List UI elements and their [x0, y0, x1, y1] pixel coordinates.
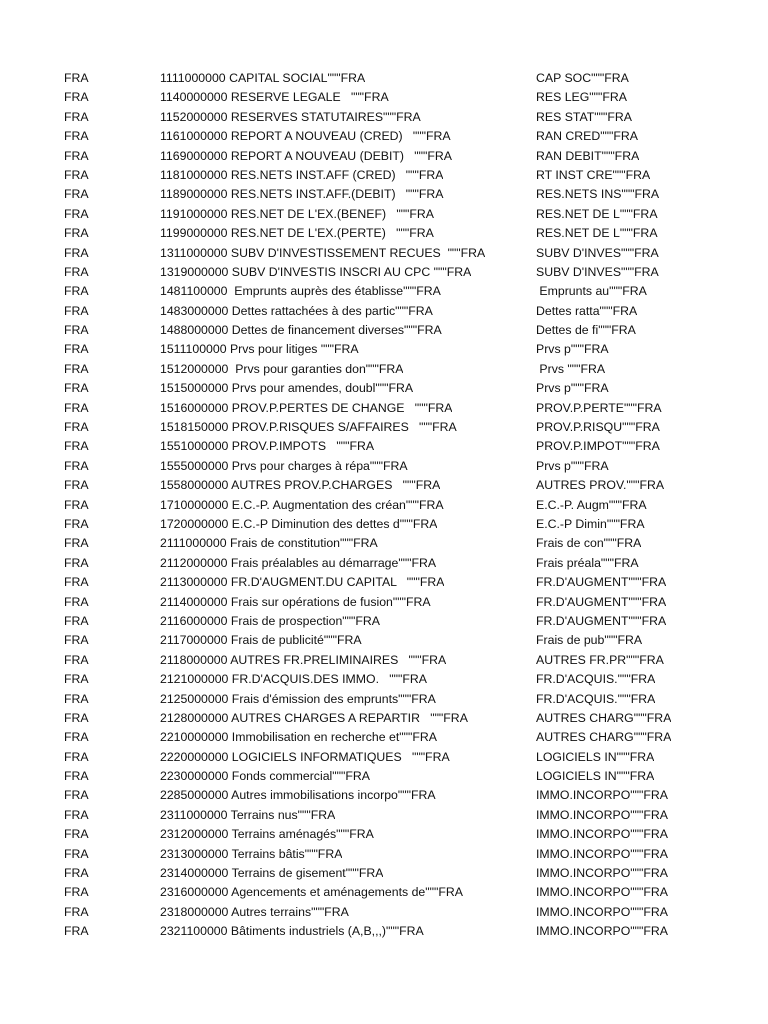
- row-short-label-cell: PROV.P.PERTE"""FRA: [536, 400, 662, 415]
- table-row: [0, 554, 768, 573]
- row-code-cell: FRA: [64, 167, 89, 182]
- row-short-label-cell: Prvs p"""FRA: [536, 381, 609, 396]
- table-row: [0, 864, 768, 883]
- row-code-cell: FRA: [64, 691, 89, 706]
- row-short-label-cell: SUBV D'INVES"""FRA: [536, 264, 659, 279]
- table-row: [0, 321, 768, 340]
- table-row: [0, 593, 768, 612]
- row-short-label-cell: LOGICIELS IN"""FRA: [536, 769, 655, 784]
- table-row: [0, 670, 768, 689]
- row-code-cell: FRA: [64, 439, 89, 454]
- row-code-cell: FRA: [64, 749, 89, 764]
- row-short-label-cell: Prvs p"""FRA: [536, 458, 609, 473]
- row-short-label-cell: IMMO.INCORPO"""FRA: [536, 788, 668, 803]
- table-row: [0, 147, 768, 166]
- row-code-cell: FRA: [64, 807, 89, 822]
- row-short-label-cell: IMMO.INCORPO"""FRA: [536, 827, 668, 842]
- row-code-cell: FRA: [64, 90, 89, 105]
- table-row: [0, 437, 768, 456]
- row-code-cell: FRA: [64, 924, 89, 939]
- row-label-cell: 1189000000 RES.NETS INST.AFF.(DEBIT) """FRA: [160, 187, 444, 202]
- table-row: [0, 728, 768, 747]
- table-row: [0, 922, 768, 941]
- row-label-cell: 2128000000 AUTRES CHARGES A REPARTIR """FRA: [160, 710, 468, 725]
- table-row: [0, 263, 768, 282]
- row-label-cell: 2118000000 AUTRES FR.PRELIMINAIRES """FRA: [160, 652, 447, 667]
- row-code-cell: FRA: [64, 284, 89, 299]
- table-row: [0, 282, 768, 301]
- row-label-cell: 1181000000 RES.NETS INST.AFF (CRED) """FRA: [160, 167, 444, 182]
- row-short-label-cell: IMMO.INCORPO"""FRA: [536, 846, 668, 861]
- table-row: [0, 806, 768, 825]
- table-row: [0, 786, 768, 805]
- table-row: [0, 379, 768, 398]
- row-short-label-cell: IMMO.INCORPO"""FRA: [536, 807, 668, 822]
- row-code-cell: FRA: [64, 633, 89, 648]
- table-row: [0, 418, 768, 437]
- table-row: [0, 88, 768, 107]
- row-short-label-cell: CAP SOC"""FRA: [536, 71, 629, 85]
- row-short-label-cell: PROV.P.IMPOT"""FRA: [536, 439, 660, 454]
- table-row: [0, 825, 768, 844]
- table-row: [0, 573, 768, 592]
- row-label-cell: 2112000000 Frais préalables au démarrage"""FRA: [160, 555, 437, 570]
- row-code-cell: FRA: [64, 827, 89, 842]
- row-code-cell: FRA: [64, 420, 89, 435]
- table-row: [0, 709, 768, 728]
- row-short-label-cell: Prvs p"""FRA: [536, 342, 609, 357]
- row-label-cell: 1481100000 Emprunts auprès des établisse"""FRA: [160, 284, 441, 299]
- row-label-cell: 1191000000 RES.NET DE L'EX.(BENEF) """FRA: [160, 206, 435, 221]
- row-code-cell: FRA: [64, 206, 89, 221]
- row-short-label-cell: AUTRES PROV."""FRA: [536, 478, 665, 493]
- table-row: [0, 457, 768, 476]
- row-code-cell: FRA: [64, 400, 89, 415]
- table-row: [0, 302, 768, 321]
- row-label-cell: 2311000000 Terrains nus"""FRA: [160, 807, 336, 822]
- row-code-cell: FRA: [64, 148, 89, 163]
- row-code-cell: FRA: [64, 478, 89, 493]
- row-short-label-cell: FR.D'AUGMENT"""FRA: [536, 613, 667, 628]
- row-short-label-cell: FR.D'AUGMENT"""FRA: [536, 575, 667, 590]
- row-label-cell: 2114000000 Frais sur opérations de fusion"""FRA: [160, 594, 431, 609]
- row-code-cell: FRA: [64, 187, 89, 202]
- table-row: [0, 224, 768, 243]
- row-short-label-cell: Frais de con"""FRA: [536, 536, 642, 551]
- row-label-cell: 1199000000 RES.NET DE L'EX.(PERTE) """FRA: [160, 226, 434, 241]
- table-row: [0, 108, 768, 127]
- row-label-cell: 1710000000 E.C.-P. Augmentation des créan"""FRA: [160, 497, 444, 512]
- row-short-label-cell: AUTRES FR.PR"""FRA: [536, 652, 664, 667]
- row-short-label-cell: Dettes de fi"""FRA: [536, 323, 636, 338]
- row-label-cell: 1516000000 PROV.P.PERTES DE CHANGE """FRA: [160, 400, 453, 415]
- row-code-cell: FRA: [64, 672, 89, 687]
- row-code-cell: FRA: [64, 866, 89, 881]
- row-short-label-cell: AUTRES CHARG"""FRA: [536, 710, 672, 725]
- row-label-cell: 2125000000 Frais d'émission des emprunts"""FRA: [160, 691, 436, 706]
- row-code-cell: FRA: [64, 769, 89, 784]
- row-label-cell: 1551000000 PROV.P.IMPOTS """FRA: [160, 439, 375, 454]
- row-code-cell: FRA: [64, 652, 89, 667]
- row-label-cell: 1515000000 Prvs pour amendes, doubl"""FRA: [160, 381, 414, 396]
- row-code-cell: FRA: [64, 226, 89, 241]
- row-short-label-cell: LOGICIELS IN"""FRA: [536, 749, 655, 764]
- row-short-label-cell: IMMO.INCORPO"""FRA: [536, 924, 668, 939]
- row-code-cell: FRA: [64, 555, 89, 570]
- row-label-cell: 2121000000 FR.D'ACQUIS.DES IMMO. """FRA: [160, 672, 427, 687]
- table-row: [0, 399, 768, 418]
- table-row: [0, 127, 768, 146]
- row-short-label-cell: FR.D'ACQUIS."""FRA: [536, 691, 656, 706]
- row-code-cell: FRA: [64, 575, 89, 590]
- row-short-label-cell: RAN CRED"""FRA: [536, 129, 638, 144]
- table-row: [0, 185, 768, 204]
- row-code-cell: FRA: [64, 342, 89, 357]
- row-short-label-cell: E.C.-P Dimin"""FRA: [536, 516, 645, 531]
- table-row: [0, 244, 768, 263]
- row-short-label-cell: Frais préala"""FRA: [536, 555, 639, 570]
- row-short-label-cell: RES STAT"""FRA: [536, 109, 632, 124]
- row-label-cell: 1311000000 SUBV D'INVESTISSEMENT RECUES """FRA: [160, 245, 486, 260]
- row-short-label-cell: IMMO.INCORPO"""FRA: [536, 904, 668, 919]
- row-label-cell: 2312000000 Terrains aménagés"""FRA: [160, 827, 374, 842]
- row-short-label-cell: RES LEG"""FRA: [536, 90, 627, 105]
- row-label-cell: 2285000000 Autres immobilisations incorpo"""FRA: [160, 788, 436, 803]
- row-label-cell: 2210000000 Immobilisation en recherche et"""FRA: [160, 730, 437, 745]
- row-code-cell: FRA: [64, 458, 89, 473]
- row-label-cell: 2316000000 Agencements et aménagements de"""FRA: [160, 885, 463, 900]
- row-label-cell: 2313000000 Terrains bâtis"""FRA: [160, 846, 343, 861]
- row-code-cell: FRA: [64, 323, 89, 338]
- row-label-cell: 1512000000 Prvs pour garanties don"""FRA: [160, 361, 404, 376]
- row-label-cell: 1319000000 SUBV D'INVESTIS INSCRI AU CPC """FRA: [160, 264, 472, 279]
- row-label-cell: 1555000000 Prvs pour charges à répa"""FRA: [160, 458, 408, 473]
- row-label-cell: 2318000000 Autres terrains"""FRA: [160, 904, 349, 919]
- row-code-cell: FRA: [64, 846, 89, 861]
- table-row: [0, 767, 768, 786]
- row-code-cell: FRA: [64, 730, 89, 745]
- table-row: [0, 360, 768, 379]
- table-row: [0, 476, 768, 495]
- table-row: [0, 496, 768, 515]
- row-short-label-cell: IMMO.INCORPO"""FRA: [536, 885, 668, 900]
- row-label-cell: 1483000000 Dettes rattachées à des partic"""FRA: [160, 303, 433, 318]
- table-row: [0, 631, 768, 650]
- row-label-cell: 1518150000 PROV.P.RISQUES S/AFFAIRES """FRA: [160, 420, 457, 435]
- table-row: [0, 651, 768, 670]
- table-row: [0, 534, 768, 553]
- table-row: [0, 748, 768, 767]
- row-label-cell: 1720000000 E.C.-P Diminution des dettes d"""FRA: [160, 516, 438, 531]
- table-row: [0, 845, 768, 864]
- row-short-label-cell: Emprunts au"""FRA: [536, 284, 647, 299]
- table-row: [0, 166, 768, 185]
- table-row: [0, 515, 768, 534]
- row-short-label-cell: IMMO.INCORPO"""FRA: [536, 866, 668, 881]
- row-code-cell: FRA: [64, 303, 89, 318]
- row-short-label-cell: SUBV D'INVES"""FRA: [536, 245, 659, 260]
- row-code-cell: FRA: [64, 710, 89, 725]
- table-row: [0, 903, 768, 922]
- row-short-label-cell: Prvs """FRA: [536, 361, 606, 376]
- row-label-cell: 2116000000 Frais de prospection"""FRA: [160, 613, 380, 628]
- row-code-cell: FRA: [64, 788, 89, 803]
- row-short-label-cell: RES.NET DE L"""FRA: [536, 206, 658, 221]
- table-row: [0, 883, 768, 902]
- row-short-label-cell: RES.NET DE L"""FRA: [536, 226, 658, 241]
- row-short-label-cell: RAN DEBIT"""FRA: [536, 148, 640, 163]
- row-code-cell: FRA: [64, 497, 89, 512]
- row-label-cell: 2220000000 LOGICIELS INFORMATIQUES """FRA: [160, 749, 450, 764]
- row-label-cell: 1488000000 Dettes de financement diverses"""FRA: [160, 323, 442, 338]
- table-row: [0, 340, 768, 359]
- row-label-cell: 1140000000 RESERVE LEGALE """FRA: [160, 90, 389, 105]
- table-row: [0, 205, 768, 224]
- row-label-cell: 2321100000 Bâtiments industriels (A,B,,,)"""FRA: [160, 924, 424, 939]
- row-short-label-cell: AUTRES CHARG"""FRA: [536, 730, 672, 745]
- row-code-cell: FRA: [64, 885, 89, 900]
- row-code-cell: FRA: [64, 613, 89, 628]
- row-code-cell: FRA: [64, 71, 89, 85]
- row-short-label-cell: FR.D'ACQUIS."""FRA: [536, 672, 656, 687]
- row-short-label-cell: PROV.P.RISQU"""FRA: [536, 420, 660, 435]
- row-short-label-cell: RT INST CRE"""FRA: [536, 167, 651, 182]
- row-code-cell: FRA: [64, 904, 89, 919]
- row-label-cell: 1558000000 AUTRES PROV.P.CHARGES """FRA: [160, 478, 441, 493]
- row-code-cell: FRA: [64, 594, 89, 609]
- row-short-label-cell: Frais de pub"""FRA: [536, 633, 643, 648]
- row-code-cell: FRA: [64, 264, 89, 279]
- row-label-cell: 1511100000 Prvs pour litiges """FRA: [160, 342, 359, 357]
- row-code-cell: FRA: [64, 536, 89, 551]
- row-label-cell: 2314000000 Terrains de gisement"""FRA: [160, 866, 384, 881]
- row-short-label-cell: E.C.-P. Augm"""FRA: [536, 497, 647, 512]
- row-label-cell: 1169000000 REPORT A NOUVEAU (DEBIT) """FRA: [160, 148, 452, 163]
- row-short-label-cell: RES.NETS INS"""FRA: [536, 187, 660, 202]
- row-label-cell: 2111000000 Frais de constitution"""FRA: [160, 536, 378, 551]
- table-row: [0, 690, 768, 709]
- row-label-cell: 1111000000 CAPITAL SOCIAL"""FRA: [160, 71, 366, 85]
- row-code-cell: FRA: [64, 109, 89, 124]
- row-code-cell: FRA: [64, 381, 89, 396]
- table-row: [0, 612, 768, 631]
- row-code-cell: FRA: [64, 516, 89, 531]
- row-label-cell: 2117000000 Frais de publicité"""FRA: [160, 633, 362, 648]
- row-label-cell: 1152000000 RESERVES STATUTAIRES"""FRA: [160, 109, 421, 124]
- table-row: [0, 69, 768, 88]
- row-label-cell: 2230000000 Fonds commercial"""FRA: [160, 769, 370, 784]
- row-short-label-cell: FR.D'AUGMENT"""FRA: [536, 594, 667, 609]
- row-code-cell: FRA: [64, 361, 89, 376]
- row-code-cell: FRA: [64, 129, 89, 144]
- row-label-cell: 2113000000 FR.D'AUGMENT.DU CAPITAL """FRA: [160, 575, 445, 590]
- row-short-label-cell: Dettes ratta"""FRA: [536, 303, 638, 318]
- row-code-cell: FRA: [64, 245, 89, 260]
- row-label-cell: 1161000000 REPORT A NOUVEAU (CRED) """FRA: [160, 129, 451, 144]
